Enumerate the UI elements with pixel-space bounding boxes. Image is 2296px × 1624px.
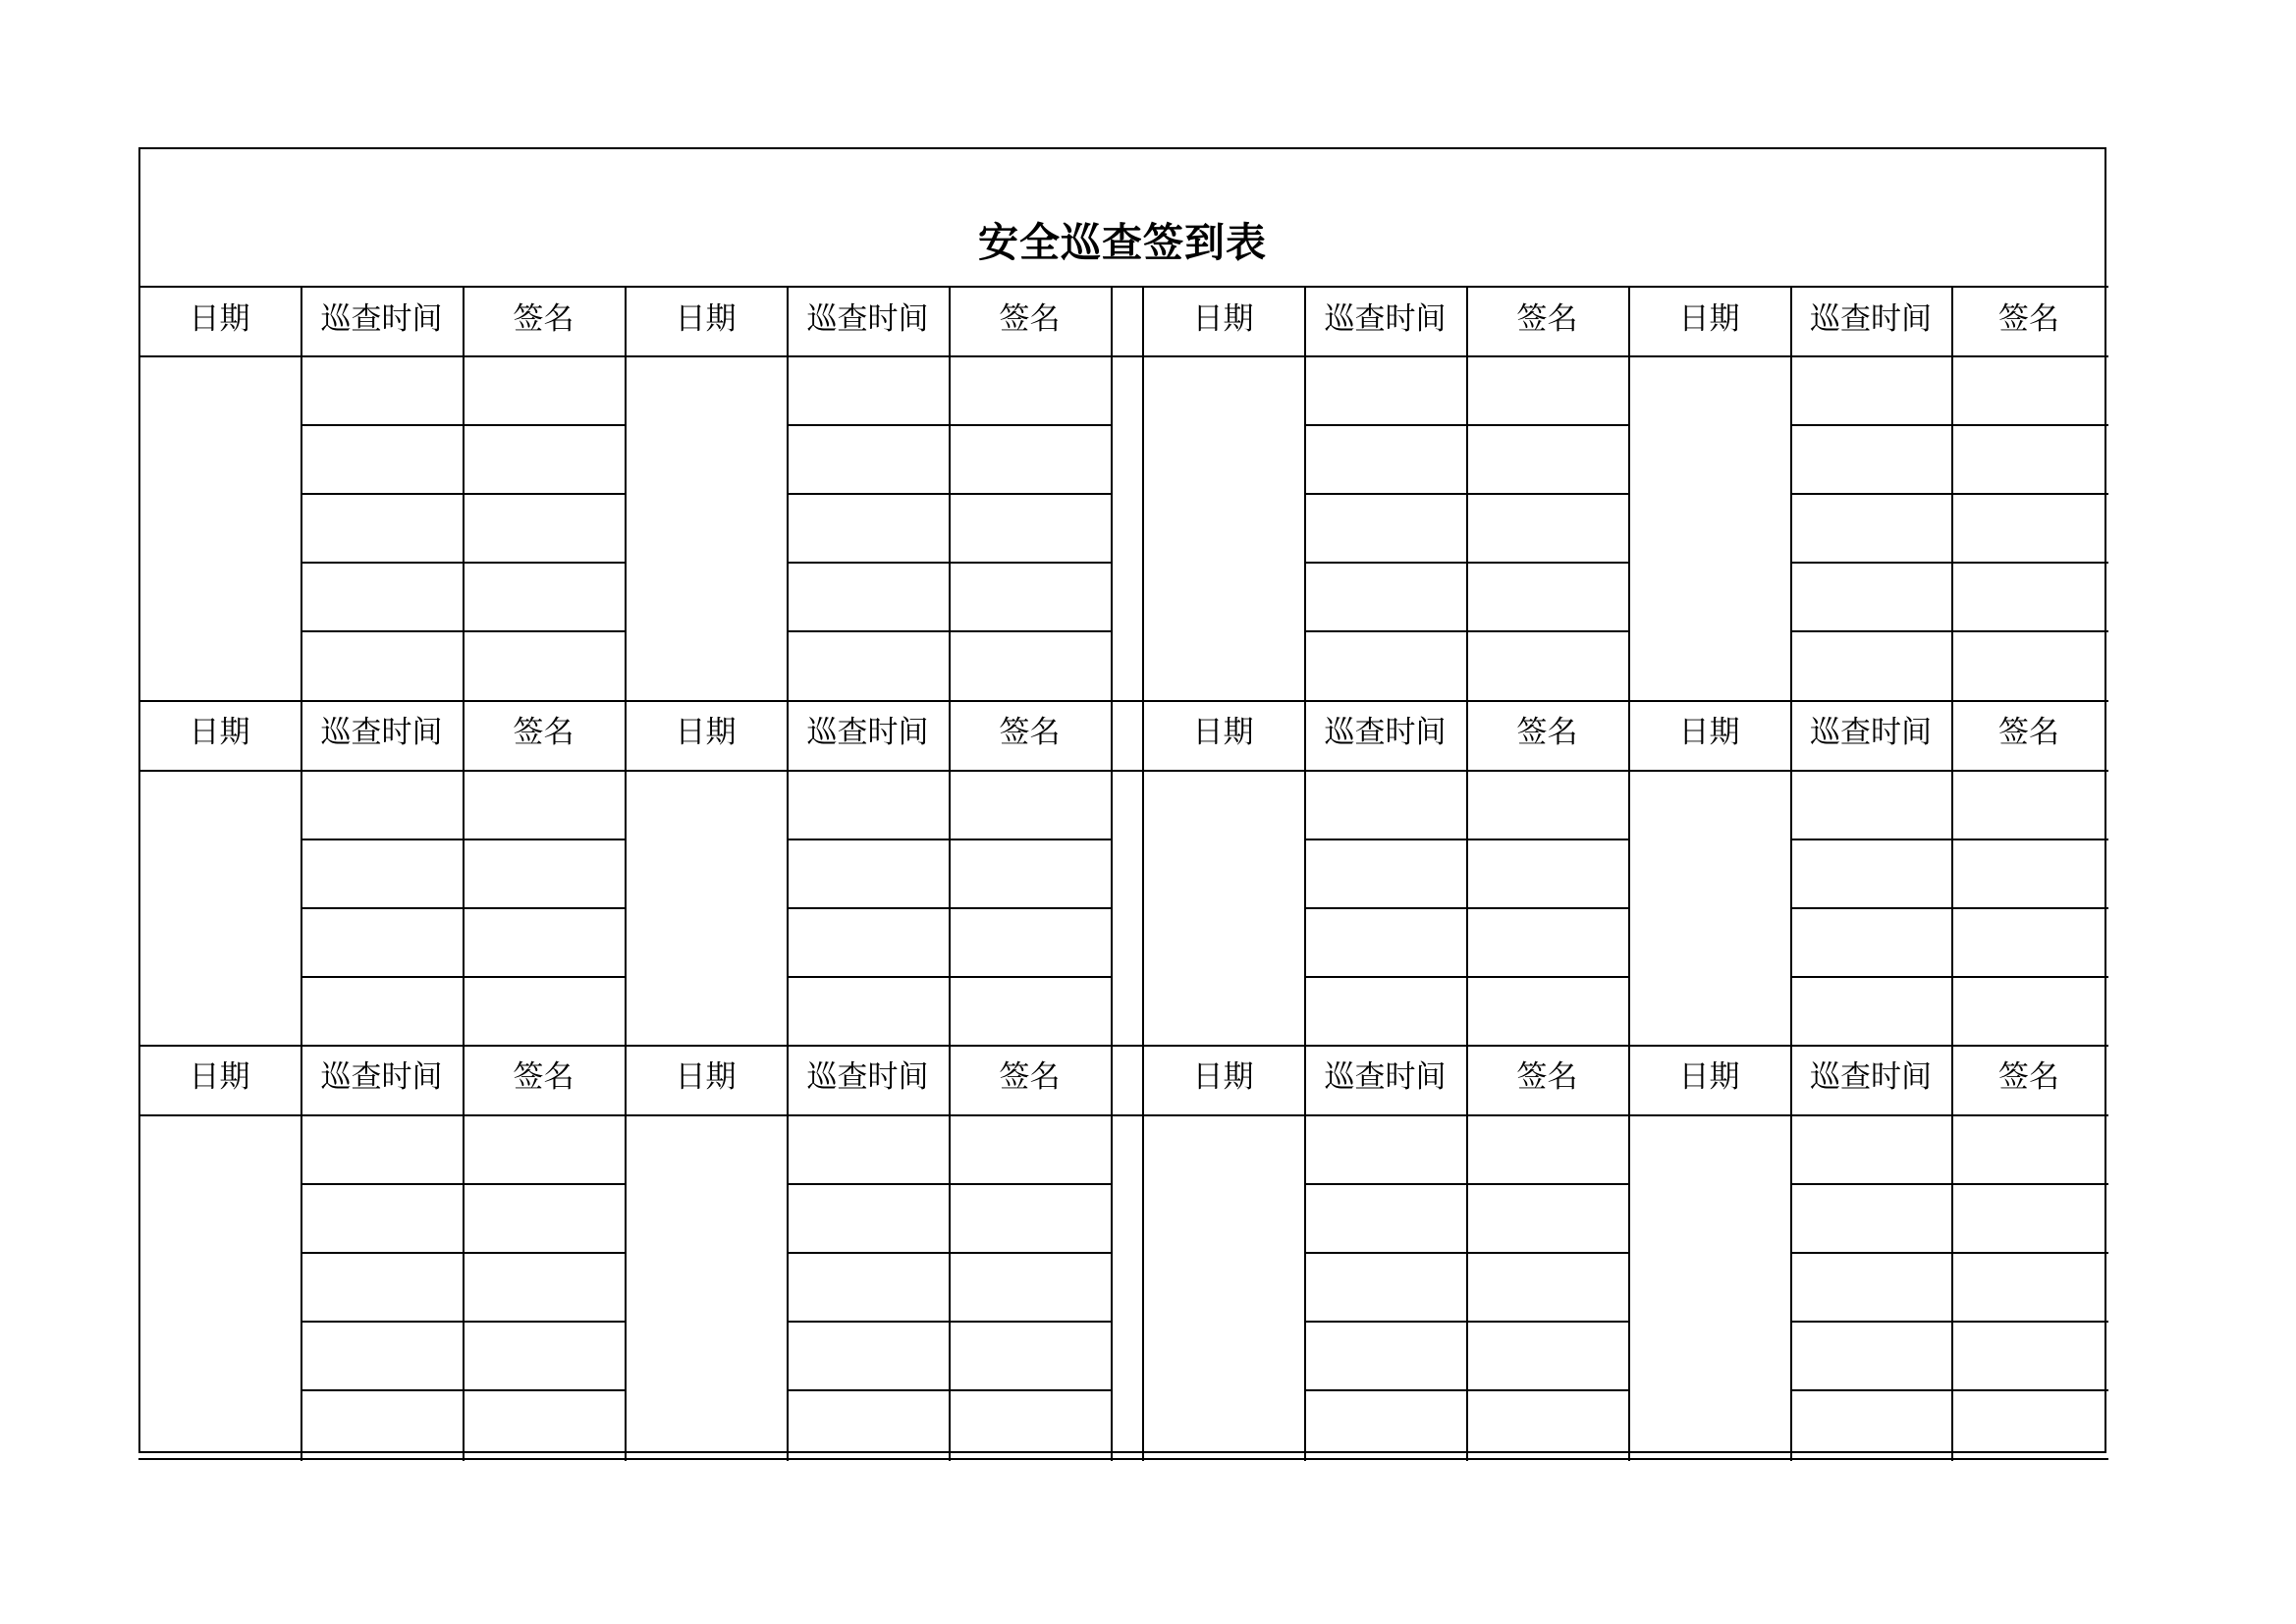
header-date-label: 日期 [1678,715,1740,750]
column-line [1628,700,1630,1047]
column-line [625,700,627,1047]
column-line [1790,700,1792,1047]
header-date-label: 日期 [1192,715,1254,750]
sheet-title: 安全巡查签到表 [978,219,1267,266]
entry-row-line [1790,630,2108,632]
header-sign-label: 签名 [513,300,574,337]
header-time-label: 巡查时间 [1810,1059,1932,1096]
entry-row-line [1790,1252,2108,1254]
entry-row-line [1790,1389,2108,1391]
column-line [1790,286,1792,702]
column-line [301,700,302,1047]
header-sign-label: 签名 [999,715,1061,750]
header-time-label: 巡查时间 [806,1059,929,1096]
column-line [463,700,465,1047]
column-line [1628,286,1630,702]
header-date-label: 日期 [189,715,250,750]
header-time-label: 巡查时间 [1324,1059,1447,1096]
header-sign-label: 签名 [1516,1059,1578,1096]
header-time-label: 巡查时间 [320,300,443,337]
column-line [1628,1045,1630,1461]
header-date-label: 日期 [675,715,737,750]
column-line [949,286,951,702]
column-line [1304,700,1306,1047]
column-line [1304,286,1306,702]
header-time-label: 巡查时间 [1810,300,1932,337]
column-line [1304,1045,1306,1461]
entry-row-line [1790,907,2108,909]
column-line [1142,286,1144,702]
header-date-label: 日期 [1678,1059,1740,1096]
column-line [1951,286,1953,702]
column-line [949,1045,951,1461]
header-sign-label: 签名 [1516,300,1578,337]
header-date-label: 日期 [189,1059,250,1096]
header-divider [138,770,2108,772]
header-date-label: 日期 [1192,1059,1254,1096]
column-line [463,286,465,702]
entry-row-line [1790,976,2108,978]
header-time-label: 巡查时间 [806,715,929,750]
header-date-label: 日期 [1678,300,1740,337]
header-sign-label: 签名 [1998,300,2059,337]
header-sign-label: 签名 [999,1059,1061,1096]
header-date-label: 日期 [189,300,250,337]
column-line [1951,1045,1953,1461]
header-sign-label: 签名 [1516,715,1578,750]
entry-row-line [1790,493,2108,495]
header-sign-label: 签名 [999,300,1061,337]
header-time-label: 巡查时间 [1324,715,1447,750]
header-date-label: 日期 [1192,300,1254,337]
header-date-label: 日期 [675,300,737,337]
entry-row-line [1790,839,2108,840]
column-line [301,286,302,702]
column-line [1111,1045,1113,1461]
column-line [1142,1045,1144,1461]
entry-row-line [1790,1321,2108,1323]
header-time-label: 巡查时间 [320,715,443,750]
column-line [1466,286,1468,702]
column-line [625,1045,627,1461]
entry-row-line [1790,562,2108,564]
header-time-label: 巡查时间 [320,1059,443,1096]
column-line [1790,1045,1792,1461]
column-line [949,700,951,1047]
header-time-label: 巡查时间 [806,300,929,337]
header-divider [138,355,2108,357]
entry-row-line [1790,424,2108,426]
column-line [463,1045,465,1461]
header-time-label: 巡查时间 [1810,715,1932,750]
column-line [301,1045,302,1461]
header-sign-label: 签名 [1998,715,2059,750]
header-sign-label: 签名 [513,1059,574,1096]
band-divider [138,1458,2108,1460]
column-line [787,286,789,702]
header-sign-label: 签名 [513,715,574,750]
column-line [787,700,789,1047]
column-line [1111,286,1113,702]
column-line [1466,1045,1468,1461]
entry-row-line [1790,1183,2108,1185]
column-line [625,286,627,702]
column-line [1466,700,1468,1047]
header-divider [138,1114,2108,1116]
column-line [1111,700,1113,1047]
header-date-label: 日期 [675,1059,737,1096]
column-line [787,1045,789,1461]
header-time-label: 巡查时间 [1324,300,1447,337]
column-line [1951,700,1953,1047]
header-sign-label: 签名 [1998,1059,2059,1096]
column-line [1142,700,1144,1047]
